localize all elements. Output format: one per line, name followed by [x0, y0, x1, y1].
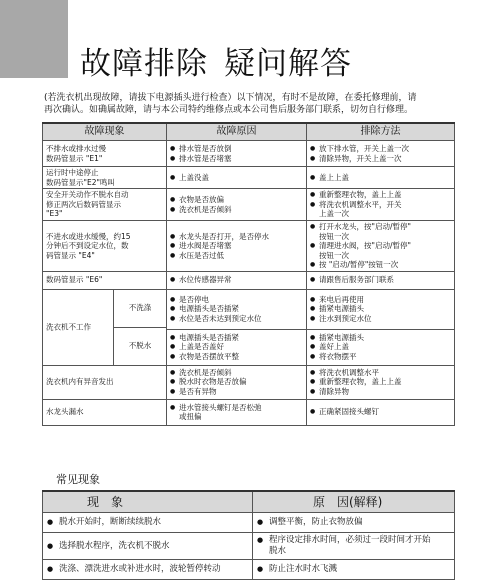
phenomenon-cell [43, 513, 253, 533]
cause-item: ● 上盖没盖 [170, 173, 303, 183]
remedy-item: ● 重新整理衣物，盖上上盖 [310, 190, 451, 200]
cause-item-cell [167, 189, 307, 221]
symptom-text: 洗衣机内有异音发出 [43, 365, 167, 399]
remedy-item: ● 来电后再使用 [310, 295, 451, 305]
cause-item-cell [167, 399, 307, 425]
symptom-text: 数码管显示 "E6" [43, 271, 167, 289]
phenomenon-item: ● 洗涤、漂洗进水或补进水时，波轮暂停转动 [47, 564, 248, 575]
cause-item-list [170, 295, 303, 324]
reason-cell [253, 533, 455, 560]
cause-item-cell [167, 141, 307, 167]
table-row [43, 533, 455, 560]
symptom-text: 安全开关动作不脱水自动 修正两次后数码管显示 "E3" [43, 189, 167, 221]
remedy-item-list [310, 173, 451, 183]
remedy-item-list [310, 333, 451, 362]
sub-symptom: 不脱水 [128, 341, 152, 351]
phenomenon-item: ● 脱水开始时，断断续续脱水 [47, 517, 248, 528]
cause-item-list [170, 173, 303, 183]
cause-item-cell [167, 365, 307, 399]
cause-item-list [170, 195, 303, 214]
remedy-item-cell [307, 167, 455, 189]
common-phenomena-table [42, 490, 455, 580]
remedy-item-list [310, 144, 451, 163]
cause-item: ● 衣物是否放偏 [170, 195, 303, 205]
remedy-item-cell [307, 189, 455, 221]
remedy-item: ● 放下排水管，开关上盖一次 [310, 144, 451, 154]
remedy-item: ● 清理进水阀，按"启动/暂停" 按钮一次 [310, 241, 451, 260]
cause-item-list [170, 368, 303, 397]
table-row [43, 141, 455, 167]
cause-item: ● 洗衣机是否倾斜 [170, 205, 303, 215]
cause-item-cell [167, 167, 307, 189]
troubleshooting-table [42, 122, 455, 426]
cause-item: ● 水位传感器异常 [170, 275, 303, 285]
decorative-gray-block [0, 0, 68, 78]
remedy-item: ● 清除异物，开关上盖一次 [310, 154, 451, 164]
troubleshooting-table-body [43, 141, 455, 426]
symptom-text: 洗衣机不工作 [46, 322, 91, 332]
remedy-item: ● 清除异物 [310, 387, 451, 397]
remedy-item-list [310, 368, 451, 397]
table-row [43, 289, 455, 329]
cause-item: ● 电源插头是否插紧 [170, 333, 303, 343]
remedy-item-cell [307, 365, 455, 399]
sub-symptom: 不洗涤 [114, 290, 166, 328]
table-row [43, 513, 455, 533]
table-row [43, 365, 455, 399]
remedy-item: ● 插紧电源插头 [310, 304, 451, 314]
cause-item: ● 排水管是否放倒 [170, 144, 303, 154]
intro-paragraph [44, 92, 464, 116]
reason-item: ● 防止注水时水飞溅 [257, 564, 450, 575]
reason-item: ● 调整平衡，防止衣物放偏 [257, 517, 450, 528]
remedy-item-cell [307, 289, 455, 329]
remedy-item: ● 重新整理衣物，盖上上盖 [310, 377, 451, 387]
cause-item: ● 是否停电 [170, 295, 303, 305]
reason-list [257, 564, 450, 575]
table-row [43, 560, 455, 580]
cause-item-cell [167, 329, 307, 365]
remedy-item: ● 将衣物摆平 [310, 352, 451, 362]
symptom-text: 不进水或进水缓慢，约15 分钟后不到设定水位，数 码管显示 "E4" [43, 221, 167, 272]
remedy-item: ● 盖上上盖 [310, 173, 451, 183]
cause-item: ● 水位是否未达到预定水位 [170, 314, 303, 324]
remedy-item-list [310, 295, 451, 324]
cause-item-cell [167, 221, 307, 272]
remedy-item: ● 注水到预定水位 [310, 314, 451, 324]
cause-item-list [170, 333, 303, 362]
remedy-item-cell [307, 221, 455, 272]
remedy-item-cell [307, 141, 455, 167]
table-row [43, 271, 455, 289]
remedy-item: ● 将洗衣机调整水平 [310, 368, 451, 378]
cause-item: ● 上盖是否盖好 [170, 342, 303, 352]
reason-cell [253, 560, 455, 580]
phenomenon-cell [43, 560, 253, 580]
header-cause: 故障原因 [167, 123, 307, 141]
cause-item: ● 排水管是否堵塞 [170, 154, 303, 164]
header-remedy: 排除方法 [307, 123, 455, 141]
table-row [43, 189, 455, 221]
symptom-text: 不排水或排水过慢 数码管显示 "E1" [43, 141, 167, 167]
symptom-text: 水龙头漏水 [43, 399, 167, 425]
cause-item: ● 进水管接头螺钉是否松弛 或扭偏 [170, 403, 303, 422]
reason-list [257, 517, 450, 528]
cause-item: ● 进水阀是否堵塞 [170, 241, 303, 251]
cause-item-list [170, 275, 303, 285]
common-section-title: 常见现象 [56, 473, 100, 486]
common-phenomena-table-body [43, 513, 455, 580]
intro-line: 再次确认。如确属故障，请与本公司特约维修点或本公司售后服务部门联系，切勿自行修理。 [44, 105, 414, 115]
cause-item-list [170, 144, 303, 163]
cause-item: ● 衣物是否摆放平整 [170, 352, 303, 362]
title-faq: 疑问解答 [224, 46, 352, 82]
table-row [43, 221, 455, 272]
symptom-cell [43, 289, 167, 365]
remedy-item-cell [307, 329, 455, 365]
phenomenon-item: ● 选择脱水程序，洗衣机不脱水 [47, 541, 248, 552]
table-row [43, 167, 455, 189]
header-reason: 原 因(解释) [253, 491, 455, 513]
remedy-item: ● 盖好上盖 [310, 342, 451, 352]
remedy-item-list [310, 222, 451, 270]
reason-list [257, 535, 450, 557]
remedy-item: ● 将洗衣机调整水平，开关 上盖一次 [310, 200, 451, 219]
remedy-item: ● 正确紧固接头螺钉 [310, 407, 451, 417]
cause-item: ● 是否有异物 [170, 387, 303, 397]
page-title [80, 46, 352, 82]
remedy-item-list [310, 407, 451, 417]
title-troubleshooting: 故障排除 [80, 46, 208, 82]
remedy-item-cell [307, 271, 455, 289]
remedy-item: ● 插紧电源插头 [310, 333, 451, 343]
cause-item: ● 脱水时衣物是否放偏 [170, 377, 303, 387]
remedy-item-list [310, 275, 451, 285]
header-phenomenon: 现 象 [43, 491, 253, 513]
symptom-text: 运行时中途停止 数码管显示"E2"鸣叫 [43, 167, 167, 189]
cause-item-list [170, 403, 303, 422]
phenomenon-list [47, 517, 248, 528]
phenomenon-list [47, 564, 248, 575]
phenomenon-cell [43, 533, 253, 560]
intro-line: (若洗衣机出现故障，请拔下电源插头进行检查）以下情况，有时不是故障，在委托修理前，请 [44, 93, 417, 103]
cause-item-list [170, 232, 303, 261]
cause-item-cell [167, 289, 307, 329]
cause-item: ● 电源插头是否插紧 [170, 304, 303, 314]
header-symptom: 故障现象 [43, 123, 167, 141]
reason-item: ● 程序设定排水时间，必须过一段时间才开始 脱水 [257, 535, 450, 557]
cause-item: ● 水压是否过低 [170, 251, 303, 261]
cause-item-cell [167, 271, 307, 289]
remedy-item: ● 打开水龙头，按"启动/暂停" 按钮一次 [310, 222, 451, 241]
reason-cell [253, 513, 455, 533]
phenomenon-list [47, 541, 248, 552]
remedy-item-list [310, 190, 451, 219]
remedy-item-cell [307, 399, 455, 425]
table-row [43, 399, 455, 425]
cause-item: ● 水龙头是否打开，是否停水 [170, 232, 303, 242]
cause-item: ● 洗衣机是否倾斜 [170, 368, 303, 378]
remedy-item: ● 请跟售后服务部门联系 [310, 275, 451, 285]
remedy-item: ● 按 "启动/暂停"按钮一次 [310, 260, 451, 270]
sub-symptom-column [113, 290, 166, 365]
